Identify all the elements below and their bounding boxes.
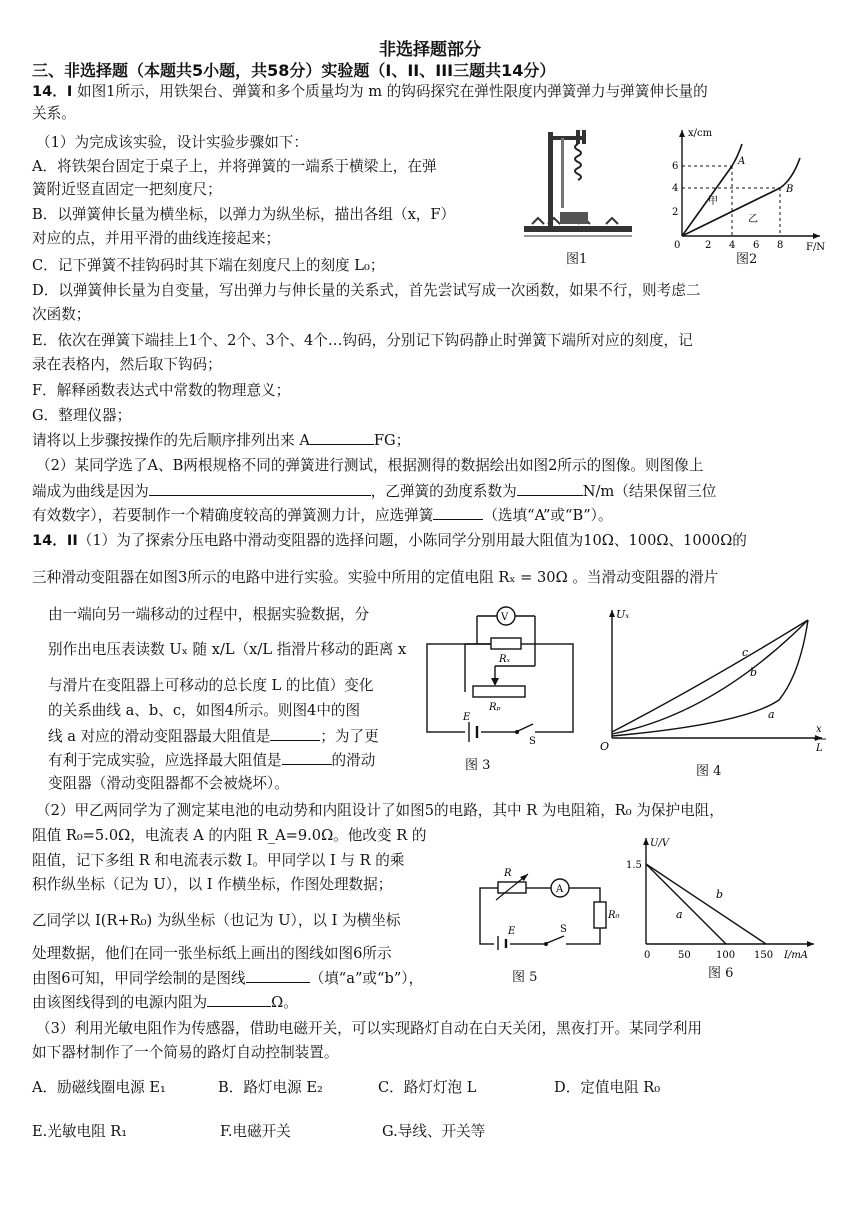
best-resistance-blank[interactable] [282,750,332,765]
page-title: 非选择题部分 [379,40,481,60]
step-e-line-1: E．依次在弹簧下端挂上1个、2个、3个、4个…钩码，分别记下钩码静止时弹簧下端所对应的刻度，记 [32,332,693,349]
spring-graph [660,124,830,254]
figure-4 [594,604,830,779]
line-b [646,864,766,944]
q14ii-line-6: 的关系曲线 a、b、c，如图4所示。则图4中的图 [48,702,361,719]
q14i-part1-intro: （1）为完成该实验，设计实验步骤如下： [36,134,308,151]
step-d-line-2: 次函数； [32,306,91,323]
iron-stand-illustration [518,124,638,249]
curve-c [612,620,808,732]
fig2-xtick-8: 8 [777,240,784,251]
line-a [682,144,742,236]
ui-graph [624,834,824,962]
fig2-ylabel: x/cm [688,128,713,139]
step-g: G．整理仪器； [32,407,132,424]
q14ii-part2-line-7: 由图6可知，甲同学绘制的是图线 （填“a”或“b”）， [32,970,424,987]
fig4-label-a: a [768,708,775,721]
q14ii-line-9: 变阻器（滑动变阻器都不会被烧坏）。 [48,775,289,792]
fig2-ytick-4: 4 [672,183,679,194]
fig3-voltmeter-label: V [501,612,509,623]
step-b-line-2: 对应的点，并用平滑的曲线连接起来； [32,230,281,247]
order-blank[interactable] [310,430,374,445]
spring-choice-blank[interactable] [433,505,483,520]
emf-circuit [472,868,620,950]
q14ii-part2-line-1: （2）甲乙两同学为了测定某电池的电动势和内阻设计了如图5的电路，其中 R 为电阻箱，R₀ 为保护电阻， [36,802,724,819]
section-heading: 三、非选择题（本题共5小题，共58分）实验题（I、II、III三题共14分） [32,61,556,80]
fig4-ylabel: Uₓ [616,608,630,621]
fig6-xtick-0: 0 [644,950,651,961]
option-c: C．路灯灯泡 L [378,1079,477,1096]
q14ii-part2-line-6: 处理数据，他们在同一张坐标纸上画出的图线如图6所示 [32,945,392,962]
fig2-xlabel: F/N [806,242,826,253]
q14i-number: 14．I [32,83,73,100]
fig5-s-label: S [560,924,567,935]
internal-resistance-blank[interactable] [207,992,271,1007]
fig3-rx-label: Rₓ [499,654,511,665]
line-a-resistance-blank[interactable] [270,726,320,741]
q14ii-part2-line-8: 由该图线得到的电源内阻为 Ω。 [32,994,298,1011]
q14ii-part3-line-1: （3）利用光敏电阻作为传感器，借助电磁开关，可以实现路灯自动在白天关闭，黑夜打开。某同学利用 [36,1020,703,1037]
step-a-line-2: 簧附近竖直固定一把刻度尺； [32,181,222,198]
q14i-part2-line-1: （2）某同学选了A、B两根规格不同的弹簧进行测试，根据测得的数据绘出如图2所示的图像。则图像上 [36,457,704,474]
fig6-xtick-150: 150 [754,950,774,961]
fig5-r0-label: R₀ [608,910,620,921]
curve-reason-blank[interactable] [149,481,371,496]
figure-6-caption: 图 6 [708,966,734,981]
figure-3-caption: 图 3 [465,758,491,773]
figure-2-caption: 图2 [736,252,758,267]
option-g: G.导线、开关等 [382,1123,486,1140]
q14i-text: 如图1所示，用铁架台、弹簧和多个质量均为 m 的钩码探究在弹性限度内弹簧弹力与弹簧伸长量的 [76,83,708,100]
fig4-xlabel-den: L [816,743,823,754]
q14i-line-2: 关系。 [32,105,76,122]
figure-4-caption: 图 4 [696,764,722,779]
q14i-part2-line-3: 有效数字），若要制作一个精确度较高的弹簧测力计，应选弹簧 （选填“A”或“B”）。 [32,507,613,524]
fig6-ytick-15: 1.5 [626,860,642,871]
figure-5 [472,868,620,985]
fig4-xlabel-num: x [816,724,822,735]
figure-1-caption: 图1 [566,252,588,267]
figure-5-caption: 图 5 [512,970,538,985]
option-b: B．路灯电源 E₂ [218,1079,323,1096]
q14ii-number: 14．II [32,532,78,549]
option-a: A．励磁线圈电源 E₁ [32,1079,166,1096]
fig2-xtick-2: 2 [705,240,712,251]
option-d: D．定值电阻 R₀ [554,1079,661,1096]
fig5-r-label: R [504,868,512,879]
q14ii-line-5: 与滑片在变阻器上可移动的总长度 L 的比值）变化 [48,677,374,694]
fig2-ytick-6: 6 [672,161,679,172]
spring-constant-blank[interactable] [517,481,583,496]
line-a [646,864,726,944]
fig6-label-a: a [676,908,683,921]
step-b-line-1: B．以弹簧伸长量为横坐标，以弹力为纵坐标，描出各组（x，F） [32,206,456,223]
q14i-part2-line-2: 端成为曲线是因为 ，乙弹簧的劲度系数为 N/m（结果保留三位 [32,483,717,500]
fig4-origin: O [600,740,610,753]
voltage-curves-graph [594,604,830,756]
q14ii-part3-line-2: 如下器材制作了一个简易的路灯自动控制装置。 [32,1044,339,1061]
fig3-e-label: E [463,712,471,723]
q14ii-line-3: 由一端向另一端移动的过程中，根据实验数据，分 [48,606,370,623]
figure-3 [425,604,583,773]
q14ii-part2-line-5: 乙同学以 I(R+R₀) 为纵坐标（也记为 U），以 I 为横坐标 [32,912,401,929]
fig2-label-a: A [738,156,746,167]
step-f: F．解释函数表达式中常数的物理意义； [32,382,291,399]
option-e: E.光敏电阻 R₁ [32,1123,128,1140]
line-b [682,158,800,236]
q14ii-line-1: 14．II（1）为了探索分压电路中滑动变阻器的选择问题，小陈同学分别用最大阻值为10Ω、100Ω、1000Ω的 [32,532,747,549]
fig5-ammeter-label: A [556,884,564,895]
fig6-xtick-100: 100 [716,950,736,961]
fig3-s-label: S [529,736,536,744]
q14i-line-1 [32,82,708,102]
order-question: 请将以上步骤按操作的先后顺序排列出来 A FG； [32,432,411,449]
step-a-line-1: A．将铁架台固定于桌子上，并将弹簧的一端系于横梁上，在弹 [32,158,437,175]
q14ii-part2-line-2: 阻值 R₀=5.0Ω，电流表 A 的内阻 R_A=9.0Ω。他改变 R 的 [32,827,427,844]
fig6-ylabel: U/V [650,838,670,849]
divider-circuit [425,604,583,744]
figure-1 [518,124,638,267]
fig4-label-b: b [750,666,758,679]
q14ii-line-2: 三种滑动变阻器在如图3所示的电路中进行实验。实验中所用的定值电阻 Rₓ = 30Ω 。当滑动变阻器的滑片 [32,569,719,586]
fig5-e-label: E [508,926,516,937]
figure-2 [660,124,830,267]
fig2-label-b: B [786,184,794,195]
step-c: C．记下弹簧不挂钩码时其下端在刻度尺上的刻度 L₀； [32,257,385,274]
q14ii-line-8: 有利于完成实验，应选择最大阻值是 的滑动 [48,752,376,769]
student-line-blank[interactable] [246,968,310,983]
fig2-label-yi: 乙 [748,214,758,225]
q14ii-part2-line-3: 阻值，记下多组 R 和电流表示数 I。甲同学以 I 与 R 的乘 [32,852,405,869]
q14ii-line-7: 线 a 对应的滑动变阻器最大阻值是 ；为了更 [48,728,379,745]
fig2-ytick-2: 2 [672,207,679,218]
fig2-xtick-6: 6 [753,240,760,251]
step-e-line-2: 录在表格内，然后取下钩码； [32,356,222,373]
q14ii-line-4: 别作出电压表读数 Uₓ 随 x/L（x/L 指滑片移动的距离 x [48,641,407,658]
figure-6 [624,834,824,981]
fig3-rp-label: Rₚ [489,702,501,713]
fig6-xtick-50: 50 [678,950,691,961]
q14ii-part2-line-4: 积作纵坐标（记为 U），以 I 作横坐标，作图处理数据； [32,876,393,893]
fig4-label-c: c [742,646,749,659]
option-f: F.电磁开关 [220,1123,291,1140]
fig2-xtick-4: 4 [729,240,736,251]
fig2-origin: 0 [674,240,681,251]
fig6-label-b: b [716,888,724,901]
fig2-label-jia: 甲 [708,196,718,207]
step-d-line-1: D．以弹簧伸长量为自变量，写出弹力与伸长量的关系式，首先尝试写成一次函数，如果不行，则考虑二 [32,282,701,299]
fig6-xlabel: I/mA [784,950,809,961]
